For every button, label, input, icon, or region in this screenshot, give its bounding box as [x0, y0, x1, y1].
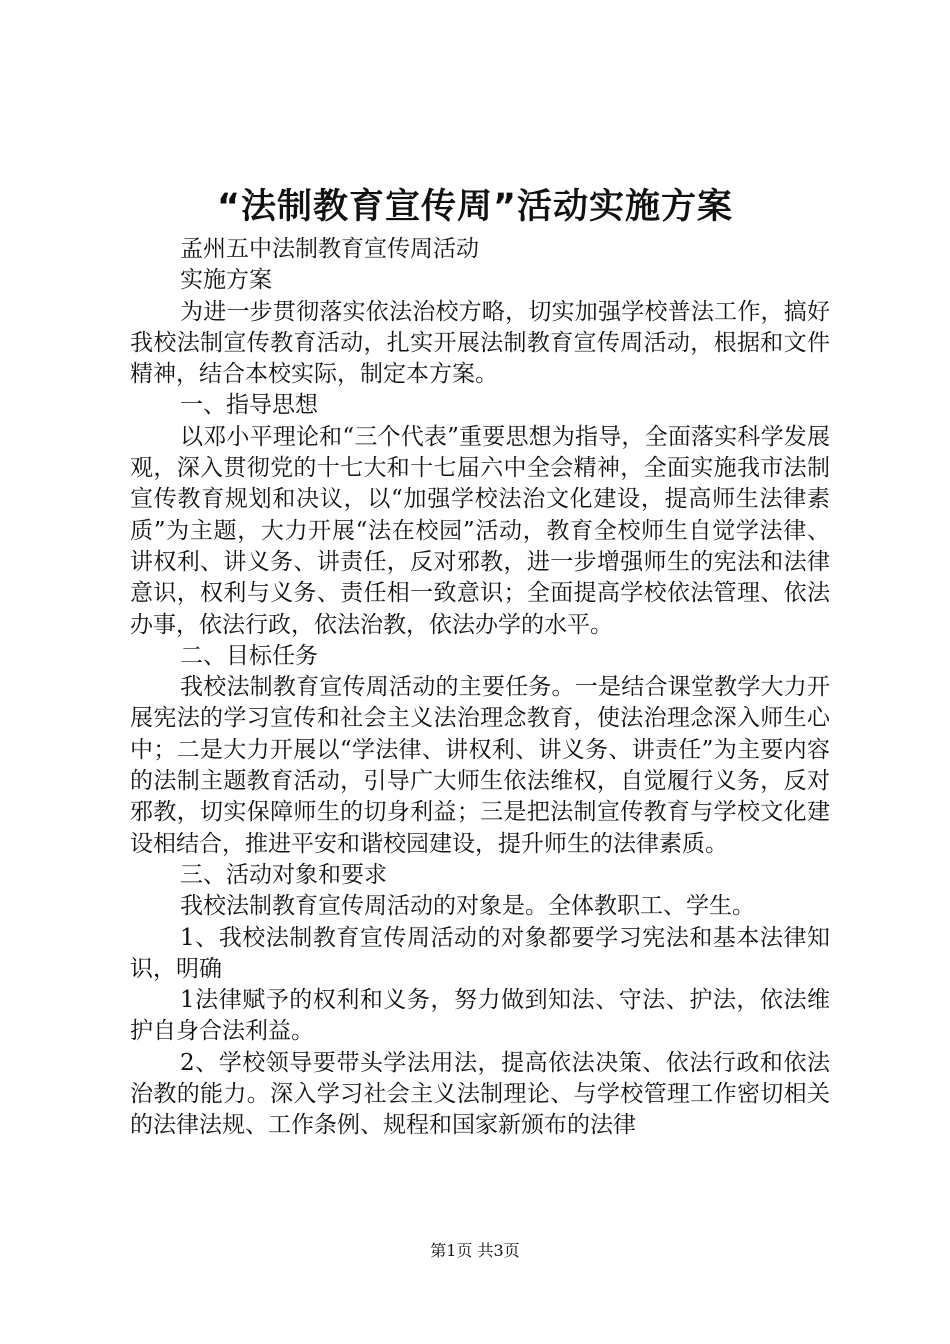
- paragraph: 孟州五中法制教育宣传周活动: [180, 236, 479, 262]
- paragraph: 我校法制教育宣传周活动的对象是。全体教职工、学生。: [180, 893, 755, 920]
- paragraph: 1、我校法制教育宣传周活动的对象都要学习宪法和基本法律知识，明确: [130, 924, 830, 982]
- page-footer: 第1页 共3页: [430, 1241, 520, 1260]
- paragraph: 我校法制教育宣传周活动的主要任务。一是结合课堂教学大力开展宪法的学习宣传和社会主义法治理念教育，使法治理念深入师生心中；二是大力开展以“学法律、讲权利、讲义务、讲责任”为主要内容的法制主题教育活动，引导广大师生依法维权，自觉履行义务，反对邪教，切实保障师生的切身利益；三是把法制宣传教育与学校文化建设相结合，推进平安和谐校园建设，提升师生的法律素质。: [130, 674, 830, 857]
- document-title: “法制教育宣传周”活动实施方案: [216, 187, 733, 227]
- section-heading: 一、指导思想: [180, 392, 318, 419]
- document-body: [130, 234, 830, 1142]
- paragraph: 为进一步贯彻落实依法治校方略，切实加强学校普法工作，搞好我校法制宣传教育活动，扎实开展法制教育宣传周活动，根据和文件精神，结合本校实际，制定本方案。: [130, 298, 830, 388]
- paragraph: 实施方案: [180, 267, 272, 294]
- paragraph: 以邓小平理论和“三个代表”重要思想为指导，全面落实科学发展观，深入贯彻党的十七大和十七届六中全会精神，全面实施我市法制宣传教育规划和决议，以“加强学校法治文化建设，提高师生法律素质”为主题，大力开展“法在校园”活动，教育全校师生自觉学法律、讲权利、讲义务、讲责任，反对邪教，进一步增强师生的宪法和法律意识，权利与义务、责任相一致意识；全面提高学校依法管理、依法办事，依法行政，依法治教，依法办学的水平。: [130, 423, 830, 638]
- section-heading: 三、活动对象和要求: [180, 861, 387, 888]
- paragraph: 1法律赋予的权利和义务，努力做到知法、守法、护法，依法维护自身合法利益。: [130, 987, 830, 1045]
- paragraph: 2、学校领导要带头学法用法，提高依法决策、依法行政和依法治教的能力。深入学习社会主义法制理论、与学校管理工作密切相关的法律法规、工作条例、规程和国家新颁布的法律: [130, 1049, 830, 1139]
- section-heading: 二、目标任务: [180, 642, 318, 669]
